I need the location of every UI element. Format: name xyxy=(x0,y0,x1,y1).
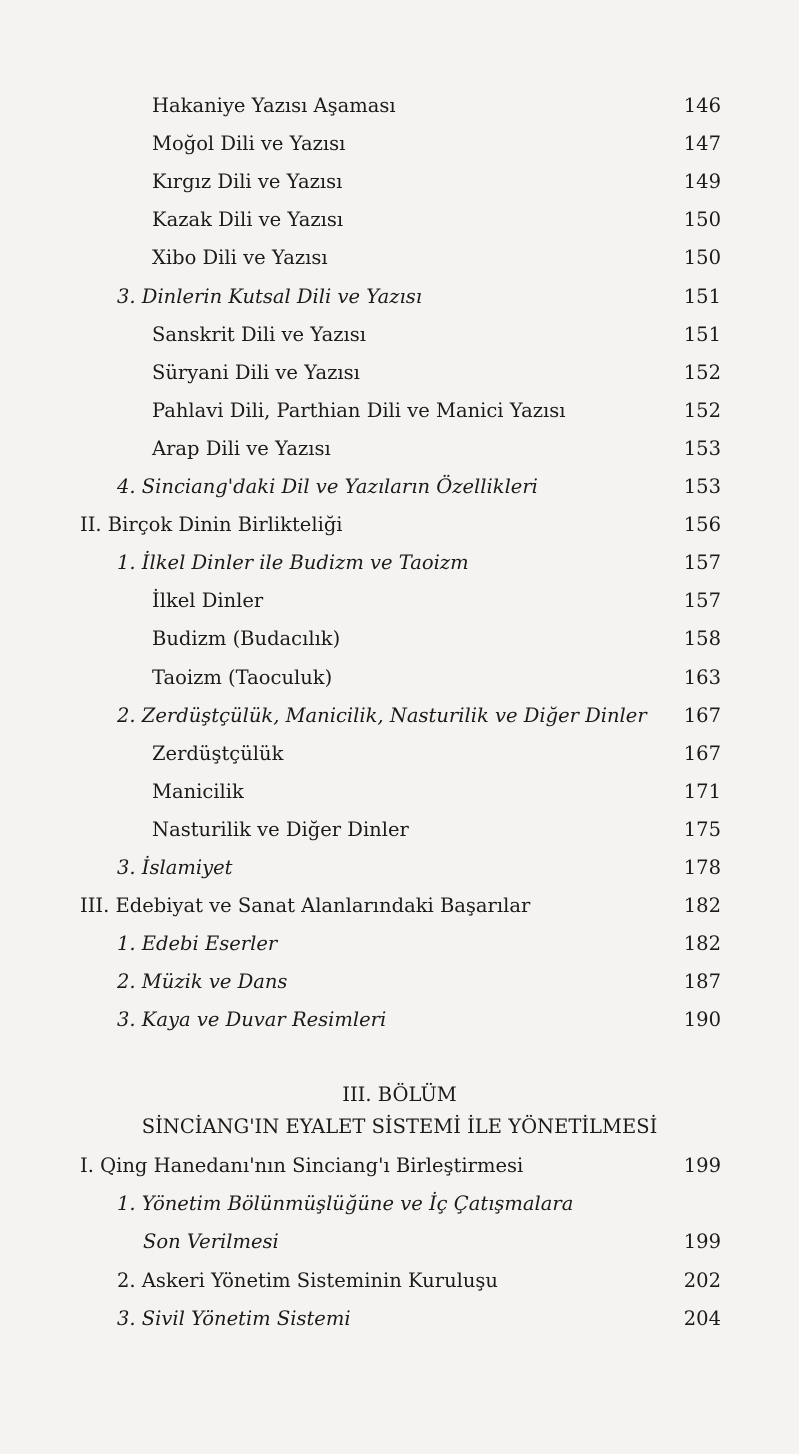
toc-entry-page: 158 xyxy=(683,627,721,651)
toc-entry-title: 3. Dinlerin Kutsal Dili ve Yazısı xyxy=(117,284,422,308)
toc-entry-title: III. Edebiyat ve Sanat Alanlarındaki Başarılar xyxy=(80,894,531,918)
toc-entry-page: 152 xyxy=(683,360,721,384)
toc-entry-page: 149 xyxy=(683,170,721,194)
toc-entry xyxy=(0,88,799,124)
toc-entry-title: Manicilik xyxy=(152,779,244,803)
toc-entry-page: 202 xyxy=(683,1268,721,1292)
toc-entry xyxy=(0,850,799,886)
toc-entry-page: 152 xyxy=(683,398,721,422)
part-title: SİNCİANG'IN EYALET SİSTEMİ İLE YÖNETİLMESİ xyxy=(141,1115,658,1138)
toc-entry-title: Nasturilik ve Diğer Dinler xyxy=(152,817,409,841)
toc-entry-page: 156 xyxy=(683,513,721,537)
toc-entry-title: Hakaniye Yazısı Aşaması xyxy=(152,94,396,117)
toc-entry-title: Zerdüştçülük xyxy=(152,741,284,765)
toc-entry-title: Budizm (Budacılık) xyxy=(152,627,341,651)
toc-entry-page: 167 xyxy=(683,703,721,727)
toc-entry xyxy=(0,240,799,276)
toc-entry xyxy=(0,621,799,657)
toc-entry xyxy=(0,1224,799,1260)
toc-entry-title: 1. Yönetim Bölünmüşlüğüne ve İç Çatışmalara xyxy=(117,1192,574,1216)
toc-entry xyxy=(0,202,799,238)
toc-entry-title: Moğol Dili ve Yazısı xyxy=(152,132,346,156)
toc-entry-title: 3. İslamiyet xyxy=(117,856,233,879)
toc-entry-page: 163 xyxy=(683,665,721,689)
toc-entry xyxy=(0,964,799,1000)
toc-entry xyxy=(0,469,799,505)
toc-entry-page: 182 xyxy=(683,932,721,956)
toc-entry-page: 175 xyxy=(683,817,721,841)
toc-entry-page: 151 xyxy=(683,322,721,346)
toc-entry xyxy=(0,812,799,848)
toc-entry-page: 204 xyxy=(683,1306,721,1330)
toc-entry xyxy=(0,660,799,696)
toc-entry-title: 2. Zerdüştçülük, Manicilik, Nasturilik ve Diğer Dinler xyxy=(117,703,647,727)
toc-entry xyxy=(0,774,799,810)
toc-entry-page: 146 xyxy=(683,94,721,117)
toc-entry xyxy=(0,545,799,581)
toc-entry-title: 2. Müzik ve Dans xyxy=(117,970,288,994)
toc-entry xyxy=(0,164,799,200)
toc-entry-title: I. Qing Hanedanı'nın Sinciang'ı Birleştirmesi xyxy=(80,1154,524,1177)
toc-entry-page: 150 xyxy=(683,246,721,270)
toc-entry xyxy=(0,1186,799,1222)
toc-entry xyxy=(0,355,799,391)
toc-entry-title: 1. Edebi Eserler xyxy=(117,932,278,956)
toc-entry xyxy=(0,1301,799,1337)
toc-entry-page: 178 xyxy=(683,856,721,879)
toc-entry xyxy=(0,1148,799,1184)
toc-entry-page: 187 xyxy=(683,970,721,994)
toc-entry xyxy=(0,126,799,162)
toc-entry xyxy=(0,1002,799,1038)
toc-entry xyxy=(0,1263,799,1299)
toc-entry-title: Son Verilmesi xyxy=(143,1230,279,1254)
toc-entry-title: 3. Kaya ve Duvar Resimleri xyxy=(117,1008,387,1032)
toc-entry xyxy=(0,507,799,543)
toc-entry-title: İlkel Dinler xyxy=(152,589,264,613)
toc-entry xyxy=(0,926,799,962)
toc-entry-title: Süryani Dili ve Yazısı xyxy=(152,360,360,384)
toc-entry-title: Taoizm (Taoculuk) xyxy=(152,665,333,689)
toc-entry xyxy=(0,698,799,734)
toc-entry xyxy=(0,317,799,353)
toc-entry-title: 4. Sinciang'daki Dil ve Yazıların Özellikleri xyxy=(117,475,538,498)
toc-entry xyxy=(0,736,799,772)
toc-entry-page: 199 xyxy=(683,1154,721,1177)
toc-entry xyxy=(0,888,799,924)
toc-entry-page: 147 xyxy=(683,132,721,156)
toc-entry xyxy=(0,431,799,467)
toc-entry-page: 190 xyxy=(683,1008,721,1032)
part-label: III. BÖLÜM xyxy=(342,1083,457,1106)
toc-entry xyxy=(0,393,799,429)
toc-entry-page: 167 xyxy=(683,741,721,765)
toc-entry-title: Xibo Dili ve Yazısı xyxy=(152,246,328,270)
toc-entry-title: II. Birçok Dinin Birlikteliği xyxy=(80,513,343,537)
toc-entry-page: 157 xyxy=(683,589,721,613)
toc-entry-title: 1. İlkel Dinler ile Budizm ve Taoizm xyxy=(117,551,469,575)
toc-entry-title: Kırgız Dili ve Yazısı xyxy=(152,170,343,194)
toc-entry-title: Pahlavi Dili, Parthian Dili ve Manici Yazısı xyxy=(152,398,566,422)
toc-entry-page: 171 xyxy=(683,779,721,803)
toc-entry xyxy=(0,279,799,315)
toc-entry-page: 150 xyxy=(683,208,721,232)
toc-entry-page: 157 xyxy=(683,551,721,575)
toc-entry-page: 151 xyxy=(683,284,721,308)
toc-entry-page: 153 xyxy=(683,436,721,460)
toc-entry-title: Arap Dili ve Yazısı xyxy=(152,436,331,460)
toc-entry-page: 199 xyxy=(683,1230,721,1254)
toc-entry-title: 2. Askeri Yönetim Sisteminin Kuruluşu xyxy=(117,1268,498,1292)
toc-entry-title: Sanskrit Dili ve Yazısı xyxy=(152,322,366,346)
toc-entry-title: 3. Sivil Yönetim Sistemi xyxy=(117,1306,351,1330)
toc-entry-title: Kazak Dili ve Yazısı xyxy=(152,208,344,232)
toc-entry-page: 182 xyxy=(683,894,721,918)
toc-entry xyxy=(0,583,799,619)
toc-entry-page: 153 xyxy=(683,475,721,498)
